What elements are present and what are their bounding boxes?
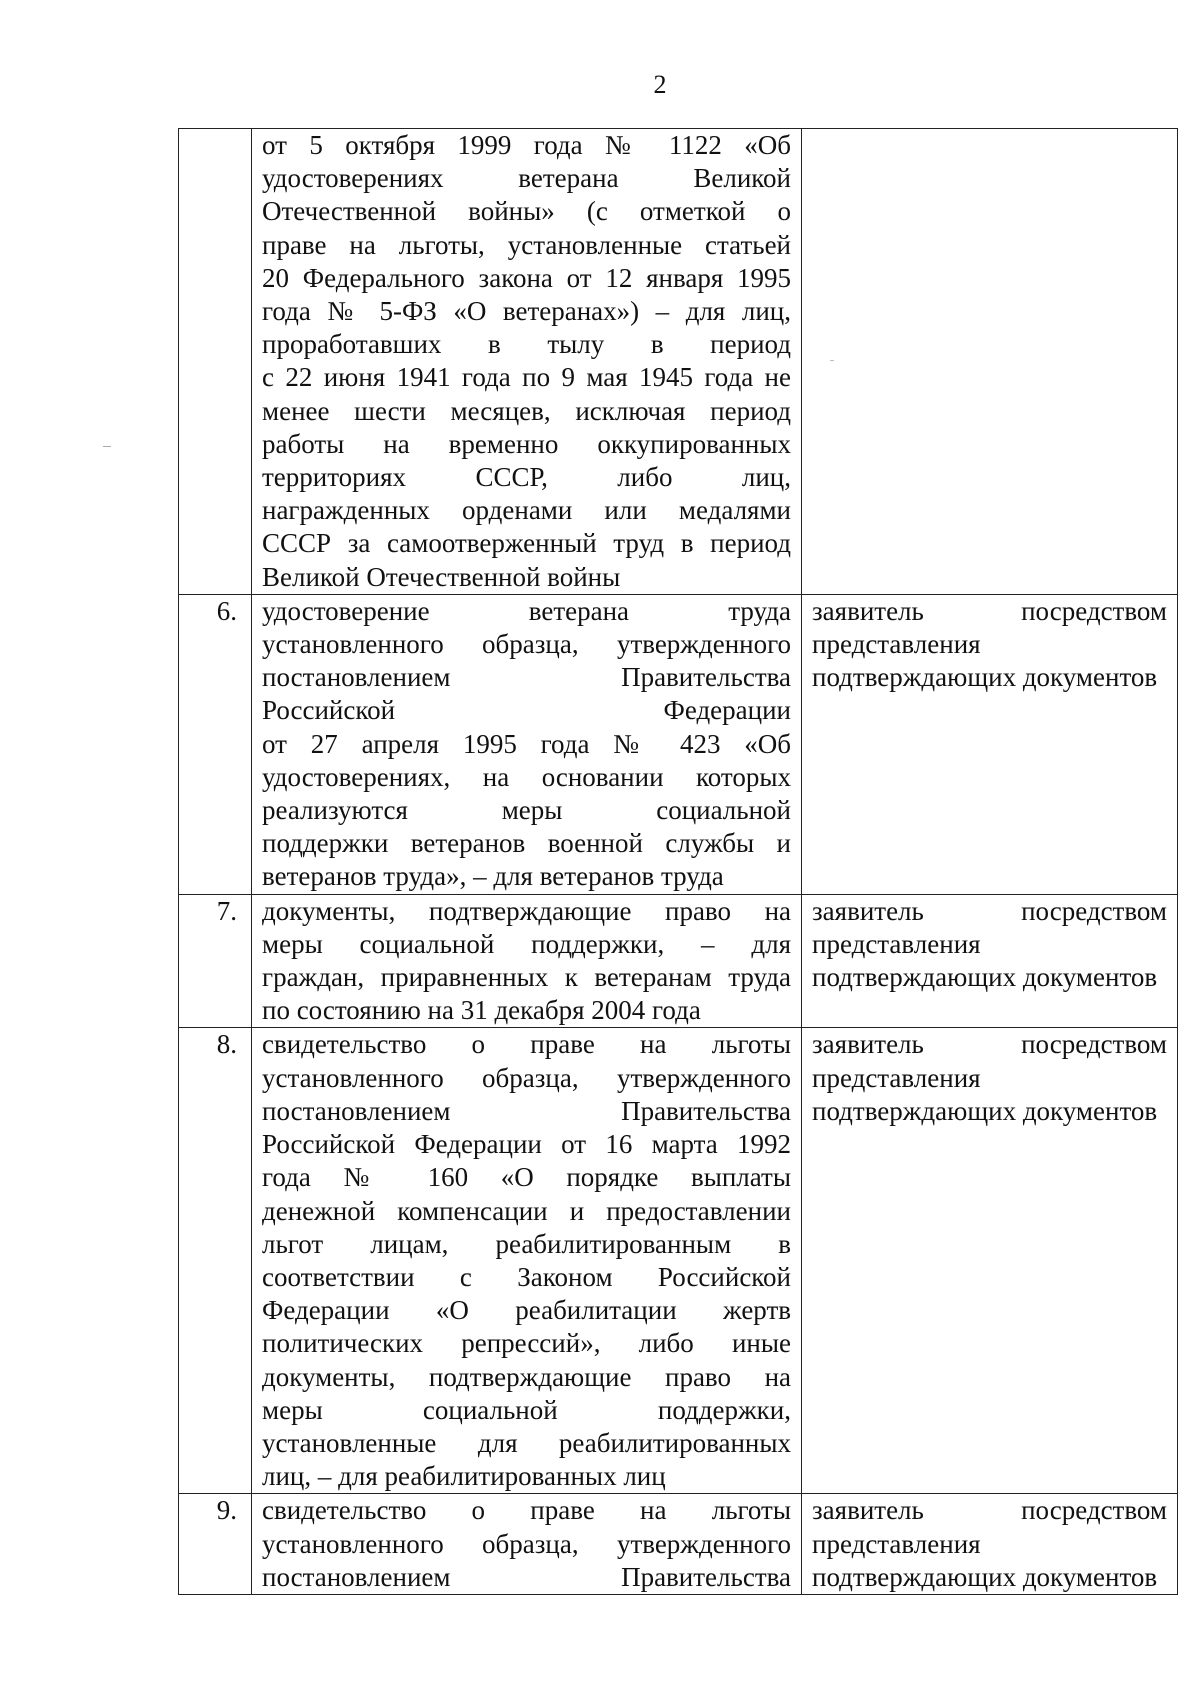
description-line: по состоянию на 31 декабря 2004 года [262, 995, 701, 1026]
description-line: праве на льготы, установленные статьей [262, 229, 791, 260]
description-line: проработавших в тылу в период [262, 329, 791, 360]
row-number [179, 129, 252, 595]
description-line: поддержки ветеранов военной службы и [262, 828, 791, 859]
table-row [179, 1028, 1178, 1494]
description-line: года № 160 «О порядке выплаты [262, 1162, 791, 1193]
document-description [252, 894, 802, 1028]
table-row [179, 129, 1178, 595]
description-line: Федерации «О реабилитации жертв [262, 1295, 791, 1326]
document-description [252, 1028, 802, 1494]
description-line: Отечественной войны» (с отметкой о [262, 196, 791, 227]
source-line: подтверждающих документов [812, 662, 1158, 693]
description-line: постановлением Правительства [262, 1561, 791, 1592]
description-line: от 27 апреля 1995 года № 423 «Об [262, 728, 791, 759]
description-line: свидетельство о праве на льготы [262, 1029, 791, 1060]
description-line: постановлением Правительства [262, 662, 791, 693]
description-line: меры социальной поддержки, – для [262, 928, 791, 959]
source-line: заявитель посредством [812, 1495, 1167, 1526]
source-line: подтверждающих документов [812, 1561, 1158, 1592]
source-line: заявитель посредством [812, 1029, 1167, 1060]
documents-table-body [179, 129, 1178, 1595]
scan-speck [830, 360, 834, 361]
source-line: представления [812, 629, 981, 660]
description-line: ветеранов труда», – для ветеранов труда [262, 861, 724, 892]
description-line: соответствии с Законом Российской [262, 1261, 791, 1292]
table-row [179, 894, 1178, 1028]
description-line: Российской Федерации [262, 695, 791, 726]
row-number: 8. [179, 1028, 252, 1494]
documents-table [178, 128, 1178, 1595]
table-row [179, 1494, 1178, 1595]
description-line: награжденных орденами или медалями [262, 495, 791, 526]
description-line: меры социальной поддержки, [262, 1394, 791, 1425]
row-number: 9. [179, 1494, 252, 1595]
description-line: года № 5-ФЗ «О ветеранах») – для лиц, [262, 296, 791, 327]
source-line: подтверждающих документов [812, 1095, 1158, 1126]
document-source [802, 1494, 1178, 1595]
description-line: Великой Отечественной войны [262, 561, 621, 592]
description-line: свидетельство о праве на льготы [262, 1495, 791, 1526]
description-line: граждан, приравненных к ветеранам труда [262, 962, 791, 993]
source-line: представления [812, 928, 981, 959]
description-line: СССР за самоотверженный труд в период [262, 528, 791, 559]
description-line: территориях СССР, либо лиц, [262, 462, 791, 493]
document-source [802, 894, 1178, 1028]
page-number: 2 [653, 70, 667, 99]
description-line: удостоверениях, на основании которых [262, 761, 791, 792]
table-row [179, 594, 1178, 894]
description-line: 20 Федерального закона от 12 января 1995 [262, 262, 791, 293]
description-line: установленного образца, утвержденного [262, 1528, 791, 1559]
description-line: реализуются меры социальной [262, 795, 791, 826]
document-source [802, 129, 1178, 595]
description-line: установленного образца, утвержденного [262, 629, 791, 660]
source-line: заявитель посредством [812, 595, 1167, 626]
description-line: постановлением Правительства [262, 1095, 791, 1126]
document-source [802, 1028, 1178, 1494]
document-description [252, 1494, 802, 1595]
description-line: менее шести месяцев, исключая период [262, 395, 791, 426]
source-line: заявитель посредством [812, 895, 1167, 926]
description-line: лиц, – для реабилитированных лиц [262, 1461, 666, 1492]
document-description [252, 594, 802, 894]
description-line: документы, подтверждающие право на [262, 1361, 791, 1392]
description-line: Российской Федерации от 16 марта 1992 [262, 1129, 791, 1160]
description-line: с 22 июня 1941 года по 9 мая 1945 года не [262, 362, 791, 393]
description-line: политических репрессий», либо иные [262, 1328, 791, 1359]
source-line: подтверждающих документов [812, 962, 1158, 993]
row-number: 7. [179, 894, 252, 1028]
description-line: документы, подтверждающие право на [262, 895, 791, 926]
description-line: денежной компенсации и предоставлении [262, 1195, 791, 1226]
document-source [802, 594, 1178, 894]
description-line: льгот лицам, реабилитированным в [262, 1228, 791, 1259]
scan-mark [103, 446, 111, 447]
source-line: представления [812, 1528, 981, 1559]
description-line: установленные для реабилитированных [262, 1427, 791, 1458]
description-line: удостоверениях ветерана Великой [262, 163, 791, 194]
description-line: работы на временно оккупированных [262, 428, 791, 459]
description-line: установленного образца, утвержденного [262, 1062, 791, 1093]
description-line: удостоверение ветерана труда [262, 595, 791, 626]
source-line: представления [812, 1062, 981, 1093]
row-number: 6. [179, 594, 252, 894]
document-description [252, 129, 802, 595]
description-line: от 5 октября 1999 года № 1122 «Об [262, 130, 791, 160]
